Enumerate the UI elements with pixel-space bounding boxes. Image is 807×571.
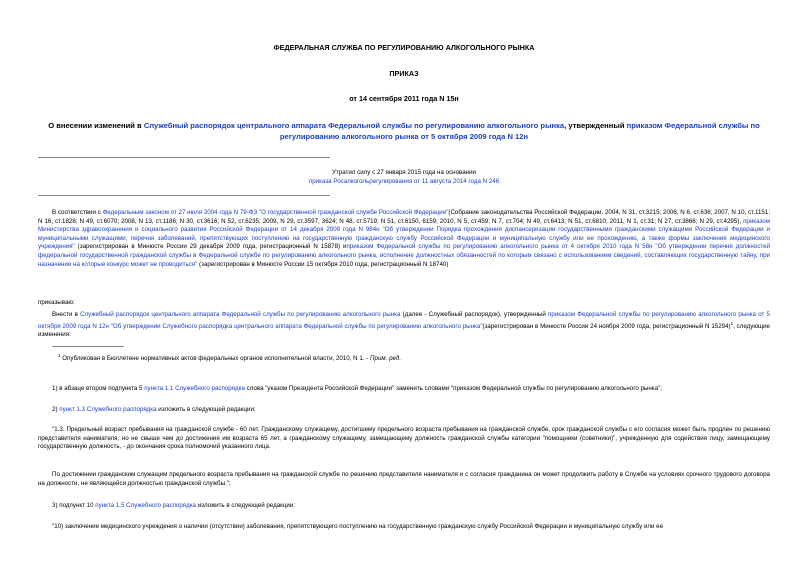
quote-2: По достижении гражданским служащим предельного возраста пребывания на гражданской службе по решению представителя нанимателя и с согласия гражданина он может продолжить работу в Службе на условиях срочного трудового договора на должности, не являющейся должностью гражданской службы."; — [38, 471, 770, 487]
status-note: Утратил силу с 27 января 2015 года на основании приказа Росалкогольрегулирования от 11 августа 2014 года N 246 — [308, 169, 500, 185]
document-title: О внесении изменений в Служебный распорядок центрального аппарата Федеральной службы по регулированию алкогольного рынка, утвержденный приказом Федеральной службы по регулированию алкогольного рынка от 5 октября 2009 года N 12н — [48, 121, 760, 141]
item-2: 2) пункт 1.3 Служебного распорядка изложить в следующей редакции: — [52, 406, 256, 413]
main-paragraph: Внести в Служебный распорядок центрального аппарата Федеральной службы по регулированию алкогольного рынка (далее - Служебный распорядок), утвержденный приказом Федеральной службы по регулированию алкогольного рынка от 5 октября 2009 года N 12н "Об утверждении Служебного распорядка центрального аппарата Федеральной службы по регулированию алкогольного рынка"(зарегистрирован в Минюсте России 24 ноября 2009 года, регистрационный N 15294)$^1$, следующие изменения: — [38, 311, 770, 339]
item-1: 1) в абзаце втором подпункта 5 пункта 1.1 Служебного распорядка слова "указом Президента Российской Федерации" заменить словами "приказом Федеральной службы по регулированию алкогольного рынка"; — [52, 385, 662, 392]
main-link-order[interactable]: приказом Федеральной службы по регулированию алкогольного рынка от 5 октября 2009 года N 12н "Об утверждении Служебного распорядка центрального аппарата Федеральной службы по регулированию алкогольного рынка" — [38, 311, 770, 330]
preamble-link-law[interactable]: Федеральным законом от 27 июля 2004 года N 79-ФЗ "О государственной гражданской службе Российской Федерации" — [102, 209, 449, 216]
title-link-order[interactable]: приказом Федеральной службы по регулированию алкогольного рынка от 5 октября 2009 года N 12н — [279, 121, 760, 141]
quote-1: "1.3. Предельный возраст пребывания на гражданской службе - 60 лет. Гражданскому служащему, достигшему предельного возраста пребывания на гражданской службе, срок гражданской службы с его согласия может быть продлен по решению представителя нанимателя, но не свыше чем до достижения им возраста 65 лет, а гражданскому служащему, замещающему должность гражданской службы категории "помощники (советники)", учрежденную для содействия лицу, замещающему государственную должность, - до окончания срока полномочий указанного лица. — [38, 426, 770, 451]
divider-top — [38, 157, 330, 158]
quote-3: "10) заключение медицинского учреждения о наличии (отсутствии) заболевания, препятствующего поступлению на государственную гражданскую службу Российской Федерации и муниципальную службу или ее — [52, 523, 664, 530]
doc-type-heading: ПРИКАЗ — [389, 69, 419, 78]
item-3-link[interactable]: пункта 1.5 Служебного распорядка — [95, 502, 196, 509]
preamble-paragraph: В соответствии с Федеральным законом от 27 июля 2004 года N 79-ФЗ "О государственной гражданской службе Российской Федерации"(Собрание законодательства Российской Федерации, 2004, N 31, ст.3215; 2006, N 6, ст.636; 2007, N 10, ст.1151; N 16, ст.1828; N 49, ст.6070; 2008, N 13, ст.1186; N 30, ст.3616; N 52, ст.6235; 2009, N 29, ст.3597, 3624; N 48, ст.5719; N 51, ст.6150, 6159; 2010, N 5, ст.459; N 7, ст.704; N 49, ст.6413; N 51, ст.6810; 2011, N 1, ст.31; N 27, ст.3866; N 29, ст.4295), приказом Министерства здравоохранения и социального развития Российской Федерации от 14 декабря 2009 года N 984н "Об утверждении Порядка прохождения диспансеризации государственными гражданскими служащими Российской Федерации и муниципальными служащими, перечня заболеваний, препятствующих поступлению на государственную гражданскую службу Российской Федерации и муниципальную службу или ее прохождению, а также формы заключения медицинского учреждения" (зарегистрирован в Минюсте России 29 декабря 2009 года, регистрационный N 15878) иприказом Федеральной службы по регулированию алкогольного рынка от 4 октября 2010 года N 58н "Об утверждении перечня должностей федеральной государственной гражданской службы в Федеральной службе по регулированию алкогольного рынка, исполнение должностных обязанностей по которым связано с использованием сведений, составляющих государственную тайну, при назначении на которые конкурс может не проводиться" (зарегистрирован в Минюсте России 15 октября 2010 года, регистрационный N 18740) — [38, 209, 770, 268]
item-1-link[interactable]: пункта 1.1 Служебного распорядка — [144, 385, 245, 392]
status-link[interactable]: приказа Росалкогольрегулирования от 11 августа 2014 года N 246 — [308, 178, 500, 185]
preamble-link-fsrar[interactable]: приказом Федеральной службы по регулированию алкогольного рынка от 4 октября 2010 года N 58н "Об утверждении перечня должностей федеральной государственной гражданской службы в Федеральной службе по регулированию алкогольного рынка, исполнение должностных обязанностей по которым связано с использованием сведений, составляющих государственную тайну, при назначении на которые конкурс может не проводиться" — [38, 243, 770, 268]
order-word: приказываю: — [38, 299, 75, 306]
title-link-regulation[interactable]: Служебный распорядок центрального аппарата Федеральной службы по регулированию алкогольного рынка — [143, 121, 565, 130]
main-link-regulation[interactable]: Служебный распорядок центрального аппарата Федеральной службы по регулированию алкогольного рынка — [80, 311, 401, 318]
agency-heading: ФЕДЕРАЛЬНАЯ СЛУЖБА ПО РЕГУЛИРОВАНИЮ АЛКОГОЛЬНОГО РЫНКА — [273, 43, 535, 52]
footnote: $^1$ Опубликован в Бюллетене нормативных актов федеральных органов исполнительной власти, 2010, N 1. - Прим. ред. — [58, 353, 402, 363]
preamble-link-minzdrav[interactable]: приказом Министерства здравоохранения и социального развития Российской Федерации от 14 декабря 2009 года N 984н "Об утверждении Порядка прохождения диспансеризации государственными гражданскими служащими Российской Федерации и муниципальными служащими, перечня заболеваний, препятствующих поступлению на государственную гражданскую службу Российской Федерации и муниципальную службу или ее прохождению, а также формы заключения медицинского учреждения" — [38, 217, 770, 251]
footnote-divider — [52, 346, 124, 347]
footnote-ref: 1 — [730, 320, 734, 326]
date-number-heading: от 14 сентября 2011 года N 15н — [349, 94, 459, 103]
item-2-link[interactable]: пункт 1.3 Служебного распорядка — [59, 406, 157, 413]
item-3: 3) подпункт 10 пункта 1.5 Служебного распорядка изложить в следующей редакции: — [52, 502, 296, 509]
divider-bottom — [38, 195, 330, 196]
